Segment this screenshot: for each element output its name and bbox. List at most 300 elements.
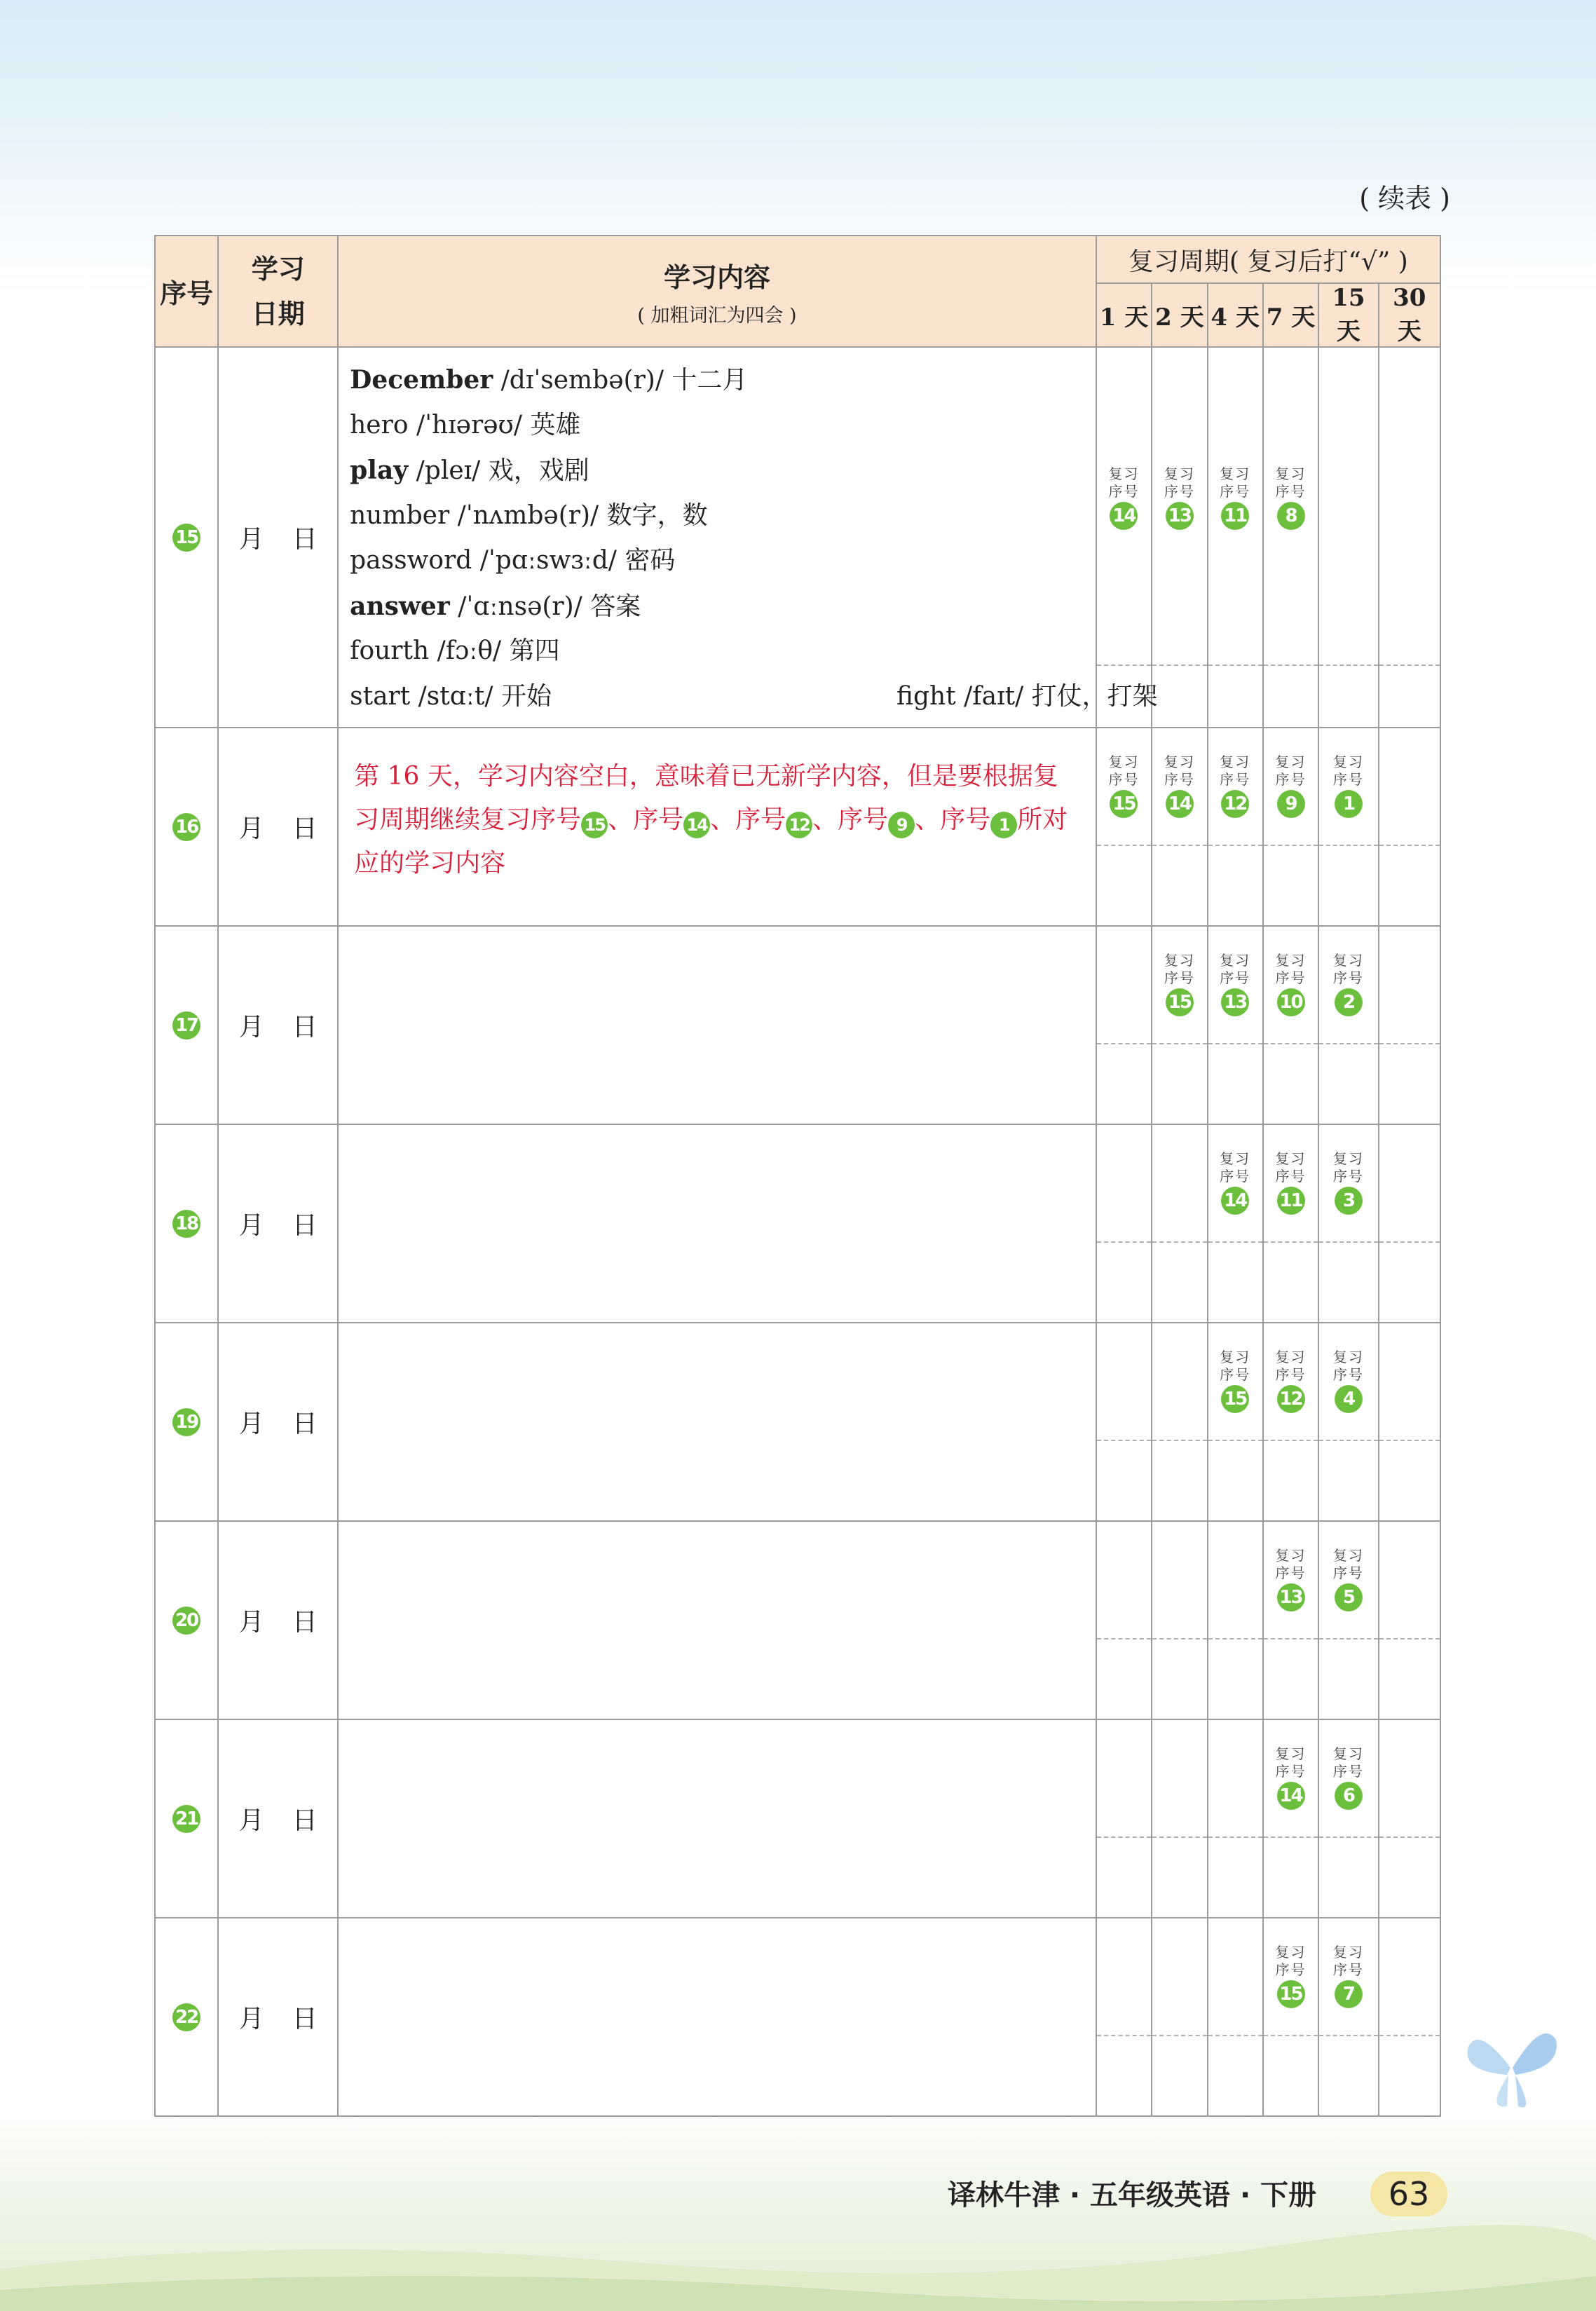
review-label: 复习 <box>1220 952 1251 969</box>
vocab-entry <box>350 674 1158 720</box>
review-seq-badge: 9 <box>1277 790 1305 818</box>
vocab-phonetic: /dɪˈsembə(r)/ <box>500 366 664 395</box>
seq-cell <box>155 1323 218 1521</box>
review-seq-badge: 8 <box>1277 502 1305 530</box>
check-divider <box>1379 2035 1440 2036</box>
review-label: 复习 <box>1275 1150 1307 1167</box>
review-target <box>1319 728 1377 818</box>
instruction-note <box>339 728 1096 885</box>
date-cell[interactable] <box>218 1323 338 1521</box>
seq-number-badge: 20 <box>172 1607 200 1635</box>
seq-cell <box>155 1521 218 1719</box>
check-divider <box>1319 664 1377 666</box>
check-divider <box>1319 1638 1377 1639</box>
table-row <box>155 1521 1440 1719</box>
review-cell-day-1[interactable] <box>1096 1323 1152 1521</box>
review-cell-day-1[interactable] <box>1096 728 1152 926</box>
review-label: 序号 <box>1332 1168 1364 1185</box>
review-seq-badge: 13 <box>1166 502 1194 530</box>
vocab-entry <box>350 538 1086 584</box>
seq-cell <box>155 1918 218 2116</box>
review-target <box>1264 1918 1318 2008</box>
date-cell[interactable] <box>218 1918 338 2116</box>
table-row <box>155 926 1440 1124</box>
header-date: 学习 日期 <box>218 236 338 347</box>
header-seq: 序号 <box>155 236 218 347</box>
seq-number-badge: 17 <box>172 1011 200 1039</box>
vocab-phonetic: /faɪt/ <box>964 681 1024 711</box>
check-divider <box>1379 664 1440 666</box>
review-label: 序号 <box>1275 771 1307 788</box>
review-label: 序号 <box>1275 1961 1307 1978</box>
check-divider <box>1264 1440 1318 1441</box>
table-row <box>155 1124 1440 1323</box>
review-target <box>1208 348 1262 530</box>
seq-number-badge: 19 <box>172 1408 200 1436</box>
seq-cell <box>155 926 218 1124</box>
vocab-phonetic: /ˈhɪərəʊ/ <box>416 410 522 439</box>
review-label: 复习 <box>1164 754 1195 770</box>
check-divider <box>1152 1638 1206 1639</box>
grass-decoration <box>0 2185 1596 2311</box>
seq-number-badge: 15 <box>172 524 200 552</box>
review-seq-badge: 1 <box>1335 790 1363 818</box>
check-divider <box>1208 845 1262 846</box>
review-label: 序号 <box>1220 1366 1251 1383</box>
vocab-phonetic: /ˈnʌmbə(r)/ <box>457 500 599 530</box>
check-divider <box>1208 1440 1262 1441</box>
check-divider <box>1097 2035 1151 2036</box>
review-seq-badge: 12 <box>1277 1385 1305 1413</box>
review-label: 复习 <box>1275 952 1307 969</box>
vocab-phonetic: /ˈɑːnsə(r)/ <box>458 592 582 621</box>
review-label: 复习 <box>1332 1547 1364 1564</box>
date-cell[interactable] <box>218 728 338 926</box>
review-seq-badge: 7 <box>1335 1980 1363 2008</box>
review-seq-badge: 12 <box>1221 790 1249 818</box>
content-cell <box>338 1521 1096 1719</box>
review-seq-badge: 13 <box>1277 1583 1305 1611</box>
review-label: 序号 <box>1220 969 1251 986</box>
check-divider <box>1097 1241 1151 1243</box>
check-divider <box>1097 1638 1151 1639</box>
review-target <box>1208 927 1262 1016</box>
review-cell-day-2[interactable] <box>1152 1323 1207 1521</box>
review-cell-day-1[interactable] <box>1096 1918 1152 2116</box>
month-label: 月 <box>238 2005 264 2033</box>
review-seq-badge: 15 <box>1166 988 1194 1016</box>
check-divider <box>1379 1440 1440 1441</box>
review-label: 复习 <box>1164 952 1195 969</box>
check-divider <box>1264 2035 1318 2036</box>
review-label: 复习 <box>1275 1349 1307 1365</box>
table-row <box>155 1323 1440 1521</box>
note-text: 、序号 <box>608 805 684 834</box>
vocab-meaning: 开始 <box>500 681 552 711</box>
review-seq-badge: 4 <box>1335 1385 1363 1413</box>
review-seq-badge: 14 <box>1221 1187 1249 1215</box>
review-seq-badge: 10 <box>1277 988 1305 1016</box>
review-seq-badge: 5 <box>1335 1583 1363 1611</box>
vocab-word: answer <box>350 591 450 621</box>
review-cell-day-3[interactable] <box>1208 1323 1263 1521</box>
review-label: 复习 <box>1108 754 1140 770</box>
vocab-meaning: 答案 <box>590 592 641 621</box>
review-label: 序号 <box>1332 969 1364 986</box>
review-cell-day-3[interactable] <box>1208 728 1263 926</box>
review-cell-day-1[interactable] <box>1096 926 1152 1124</box>
review-cell-day-4[interactable] <box>1263 1323 1318 1521</box>
review-target <box>1264 927 1318 1016</box>
review-cell-day-4[interactable] <box>1263 926 1318 1124</box>
review-cell-day-6[interactable] <box>1379 1124 1440 1323</box>
month-label: 月 <box>238 814 264 843</box>
check-divider <box>1264 1241 1318 1243</box>
table-row <box>155 1918 1440 2116</box>
review-cell-day-4[interactable] <box>1263 347 1318 728</box>
review-cell-day-2[interactable] <box>1152 1124 1207 1323</box>
check-divider <box>1208 1836 1262 1838</box>
check-divider <box>1208 1241 1262 1243</box>
review-label: 序号 <box>1275 1763 1307 1780</box>
review-cell-day-5[interactable] <box>1318 926 1378 1124</box>
content-cell <box>338 728 1096 926</box>
review-target <box>1319 1720 1377 1810</box>
review-cell-day-5[interactable] <box>1318 1521 1378 1719</box>
check-divider <box>1097 845 1151 846</box>
date-cell[interactable] <box>218 1124 338 1323</box>
day-label: 日 <box>292 525 318 554</box>
header-day-4: 7 天 <box>1263 283 1318 347</box>
review-label: 复习 <box>1220 1150 1251 1167</box>
seq-number-badge: 16 <box>172 813 200 841</box>
review-label: 序号 <box>1164 483 1195 500</box>
header-day-2: 2 天 <box>1152 283 1207 347</box>
review-cell-day-2[interactable] <box>1152 1719 1207 1918</box>
review-cell-day-6[interactable] <box>1379 926 1440 1124</box>
review-cell-day-2[interactable] <box>1152 1521 1207 1719</box>
vocab-meaning: 数字，数 <box>606 500 708 530</box>
check-divider <box>1379 1836 1440 1838</box>
review-label: 序号 <box>1164 771 1195 788</box>
day-label: 日 <box>292 1608 318 1637</box>
seq-number-badge: 18 <box>172 1210 200 1238</box>
review-cell-day-3[interactable] <box>1208 1719 1263 1918</box>
check-divider <box>1264 664 1318 666</box>
check-divider <box>1152 1241 1206 1243</box>
check-divider <box>1097 664 1151 666</box>
header-review-cycle: 复习周期( 复习后打“√” ) <box>1096 236 1440 283</box>
review-label: 复习 <box>1332 1150 1364 1167</box>
review-seq-badge: 15 <box>1221 1385 1249 1413</box>
review-cell-day-5[interactable] <box>1318 1323 1378 1521</box>
review-cell-day-3[interactable] <box>1208 1521 1263 1719</box>
butterfly-icon <box>1458 2019 1563 2117</box>
check-divider <box>1379 845 1440 846</box>
review-label: 复习 <box>1275 754 1307 770</box>
vocab-entry <box>350 629 1086 674</box>
review-label: 复习 <box>1332 1745 1364 1762</box>
vocab-meaning: 打仗，打架 <box>1031 681 1158 711</box>
check-divider <box>1152 664 1206 666</box>
day-label: 日 <box>292 1410 318 1438</box>
review-target <box>1264 1323 1318 1413</box>
review-label: 复习 <box>1108 465 1140 482</box>
review-label: 序号 <box>1332 1961 1364 1978</box>
review-cell-day-4[interactable] <box>1263 1719 1318 1918</box>
review-label: 序号 <box>1332 771 1364 788</box>
content-cell <box>338 1124 1096 1323</box>
content-cell <box>338 926 1096 1124</box>
review-cell-day-1[interactable] <box>1096 1719 1152 1918</box>
review-cell-day-4[interactable] <box>1263 728 1318 926</box>
review-label: 序号 <box>1164 969 1195 986</box>
review-cell-day-3[interactable] <box>1208 347 1263 728</box>
review-label: 序号 <box>1275 1366 1307 1383</box>
day-label: 日 <box>292 2005 318 2033</box>
date-cell[interactable] <box>218 926 338 1124</box>
day-label: 日 <box>292 1806 318 1835</box>
review-cell-day-3[interactable] <box>1208 1124 1263 1323</box>
review-label: 序号 <box>1108 483 1140 500</box>
content-cell <box>338 1719 1096 1918</box>
review-label: 序号 <box>1332 1366 1364 1383</box>
review-cell-day-5[interactable] <box>1318 347 1378 728</box>
note-text: 第 16 天，学习内容空白，意味着已无新学内容，但是要根据复习周期继续复习序号 <box>354 762 1058 834</box>
check-divider <box>1319 845 1377 846</box>
check-divider <box>1264 1638 1318 1639</box>
seq-number-badge: 21 <box>172 1805 200 1833</box>
review-label: 序号 <box>1332 1564 1364 1581</box>
book-title-footer: 译林牛津 · 五年级英语 · 下册 <box>948 2179 1317 2211</box>
review-target <box>1208 1125 1262 1215</box>
header-day-6: 30 天 <box>1379 283 1440 347</box>
check-divider <box>1379 1043 1440 1044</box>
check-divider <box>1319 1241 1377 1243</box>
check-divider <box>1264 845 1318 846</box>
review-label: 序号 <box>1220 483 1251 500</box>
note-text: 、序号 <box>812 805 889 834</box>
check-divider <box>1264 1043 1318 1044</box>
review-label: 复习 <box>1220 465 1251 482</box>
vocab-meaning: 密码 <box>625 546 676 575</box>
page-number: 63 <box>1370 2172 1447 2216</box>
note-seq-badge: 9 <box>888 812 915 838</box>
date-cell[interactable] <box>218 347 338 728</box>
vocab-meaning: 戏，戏剧 <box>488 456 589 485</box>
review-seq-badge: 14 <box>1110 502 1138 530</box>
review-cell-day-5[interactable] <box>1318 1124 1378 1323</box>
check-divider <box>1208 664 1262 666</box>
check-divider <box>1152 1836 1206 1838</box>
content-cell <box>338 1918 1096 2116</box>
review-cell-day-4[interactable] <box>1263 1918 1318 2116</box>
review-label: 序号 <box>1275 1564 1307 1581</box>
review-target <box>1264 1125 1318 1215</box>
month-label: 月 <box>238 1410 264 1438</box>
check-divider <box>1379 1638 1440 1639</box>
vocab-word: fight <box>896 681 956 711</box>
review-label: 复习 <box>1332 952 1364 969</box>
review-label: 复习 <box>1164 465 1195 482</box>
review-label: 复习 <box>1275 1547 1307 1564</box>
review-cell-day-4[interactable] <box>1263 1521 1318 1719</box>
review-cell-day-2[interactable] <box>1152 347 1207 728</box>
note-text: 、序号 <box>710 805 786 834</box>
review-label: 复习 <box>1275 1745 1307 1762</box>
check-divider <box>1264 1836 1318 1838</box>
date-cell[interactable] <box>218 1521 338 1719</box>
review-cell-day-3[interactable] <box>1208 926 1263 1124</box>
review-target <box>1264 1522 1318 1611</box>
month-label: 月 <box>238 1608 264 1637</box>
table-row <box>155 1719 1440 1918</box>
table-row <box>155 728 1440 926</box>
review-target <box>1319 927 1377 1016</box>
review-target <box>1152 927 1206 1016</box>
check-divider <box>1208 1638 1262 1639</box>
seq-cell <box>155 728 218 926</box>
vocab-word: fourth <box>350 636 430 665</box>
review-cell-day-1[interactable] <box>1096 347 1152 728</box>
review-label: 序号 <box>1275 483 1307 500</box>
month-label: 月 <box>238 525 264 554</box>
check-divider <box>1379 1241 1440 1243</box>
review-seq-badge: 11 <box>1221 502 1249 530</box>
vocab-word: password <box>350 546 472 575</box>
check-divider <box>1152 845 1206 846</box>
vocab-phonetic: /pleɪ/ <box>416 456 481 485</box>
review-label: 序号 <box>1275 969 1307 986</box>
header-day-1: 1 天 <box>1096 283 1152 347</box>
review-schedule-table <box>154 235 1441 2117</box>
vocab-entry <box>350 403 1086 449</box>
review-target <box>1208 728 1262 818</box>
review-cell-day-3[interactable] <box>1208 1918 1263 2116</box>
note-seq-badge: 15 <box>581 812 608 838</box>
note-seq-badge: 12 <box>786 812 812 838</box>
review-cell-day-2[interactable] <box>1152 1918 1207 2116</box>
review-target <box>1319 1323 1377 1413</box>
note-text: 、序号 <box>915 805 991 834</box>
day-label: 日 <box>292 1211 318 1240</box>
review-cell-day-6[interactable] <box>1379 1521 1440 1719</box>
content-cell <box>338 1323 1096 1521</box>
review-target <box>1264 1720 1318 1810</box>
review-cell-day-6[interactable] <box>1379 728 1440 926</box>
vocab-entry <box>350 357 1086 403</box>
vocab-word: start <box>350 681 411 711</box>
vocab-word: play <box>350 456 409 485</box>
header-content: 学习内容 ( 加粗词汇为四会 ) <box>338 236 1096 347</box>
check-divider <box>1319 1043 1377 1044</box>
note-seq-badge: 1 <box>990 812 1017 838</box>
table-row <box>155 347 1440 728</box>
review-label: 序号 <box>1275 1168 1307 1185</box>
check-divider <box>1319 2035 1377 2036</box>
vocab-phonetic: /ˈpɑːswɜːd/ <box>479 546 617 575</box>
review-target <box>1097 348 1151 530</box>
vocab-word: December <box>350 365 493 395</box>
review-target <box>1152 348 1206 530</box>
review-cell-day-2[interactable] <box>1152 926 1207 1124</box>
review-label: 复习 <box>1220 1349 1251 1365</box>
vocab-entry <box>350 584 1086 629</box>
review-target <box>1152 728 1206 818</box>
review-label: 复习 <box>1332 1349 1364 1365</box>
review-target <box>1264 348 1318 530</box>
vocab-meaning: 第四 <box>509 636 560 665</box>
vocab-word: hero <box>350 410 409 439</box>
review-target <box>1264 728 1318 818</box>
check-divider <box>1208 2035 1262 2036</box>
review-cell-day-4[interactable] <box>1263 1124 1318 1323</box>
review-cell-day-2[interactable] <box>1152 728 1207 926</box>
review-label: 复习 <box>1332 754 1364 770</box>
header-day-3: 4 天 <box>1208 283 1263 347</box>
note-text: 所对应的学习内容 <box>354 805 1068 878</box>
vocab-meaning: 十二月 <box>671 366 748 395</box>
review-target <box>1319 1522 1377 1611</box>
vocab-meaning: 英雄 <box>530 410 581 439</box>
review-cell-day-1[interactable] <box>1096 1521 1152 1719</box>
vocab-phonetic: /fɔːθ/ <box>437 636 502 665</box>
seq-cell <box>155 1719 218 1918</box>
review-cell-day-5[interactable] <box>1318 1719 1378 1918</box>
check-divider <box>1097 1440 1151 1441</box>
review-seq-badge: 3 <box>1335 1187 1363 1215</box>
check-divider <box>1152 2035 1206 2036</box>
review-cell-day-5[interactable] <box>1318 728 1378 926</box>
month-label: 月 <box>238 1806 264 1835</box>
review-label: 序号 <box>1332 1763 1364 1780</box>
review-cell-day-1[interactable] <box>1096 1124 1152 1323</box>
review-seq-badge: 15 <box>1110 790 1138 818</box>
review-target <box>1097 728 1151 818</box>
check-divider <box>1152 1043 1206 1044</box>
review-cell-day-6[interactable] <box>1379 1918 1440 2116</box>
note-seq-badge: 14 <box>683 812 710 838</box>
review-cell-day-6[interactable] <box>1379 347 1440 728</box>
review-cell-day-6[interactable] <box>1379 1719 1440 1918</box>
check-divider <box>1152 1440 1206 1441</box>
vocab-entry <box>350 493 1086 539</box>
review-seq-badge: 13 <box>1221 988 1249 1016</box>
review-cell-day-6[interactable] <box>1379 1323 1440 1521</box>
review-seq-badge: 14 <box>1277 1782 1305 1810</box>
continued-label: ( 续表 ) <box>1359 183 1450 214</box>
date-cell[interactable] <box>218 1719 338 1918</box>
review-seq-badge: 15 <box>1277 1980 1305 2008</box>
day-label: 日 <box>292 1013 318 1042</box>
check-divider <box>1208 1043 1262 1044</box>
vocab-word: number <box>350 500 450 530</box>
review-seq-badge: 11 <box>1277 1187 1305 1215</box>
review-cell-day-5[interactable] <box>1318 1918 1378 2116</box>
check-divider <box>1319 1440 1377 1441</box>
review-label: 复习 <box>1332 1944 1364 1961</box>
review-label: 复习 <box>1220 754 1251 770</box>
check-divider <box>1097 1836 1151 1838</box>
month-label: 月 <box>238 1211 264 1240</box>
review-target <box>1208 1323 1262 1413</box>
seq-cell <box>155 347 218 728</box>
review-label: 复习 <box>1275 1944 1307 1961</box>
review-label: 序号 <box>1220 771 1251 788</box>
month-label: 月 <box>238 1013 264 1042</box>
review-label: 复习 <box>1275 465 1307 482</box>
vocab-entry <box>350 448 1086 493</box>
